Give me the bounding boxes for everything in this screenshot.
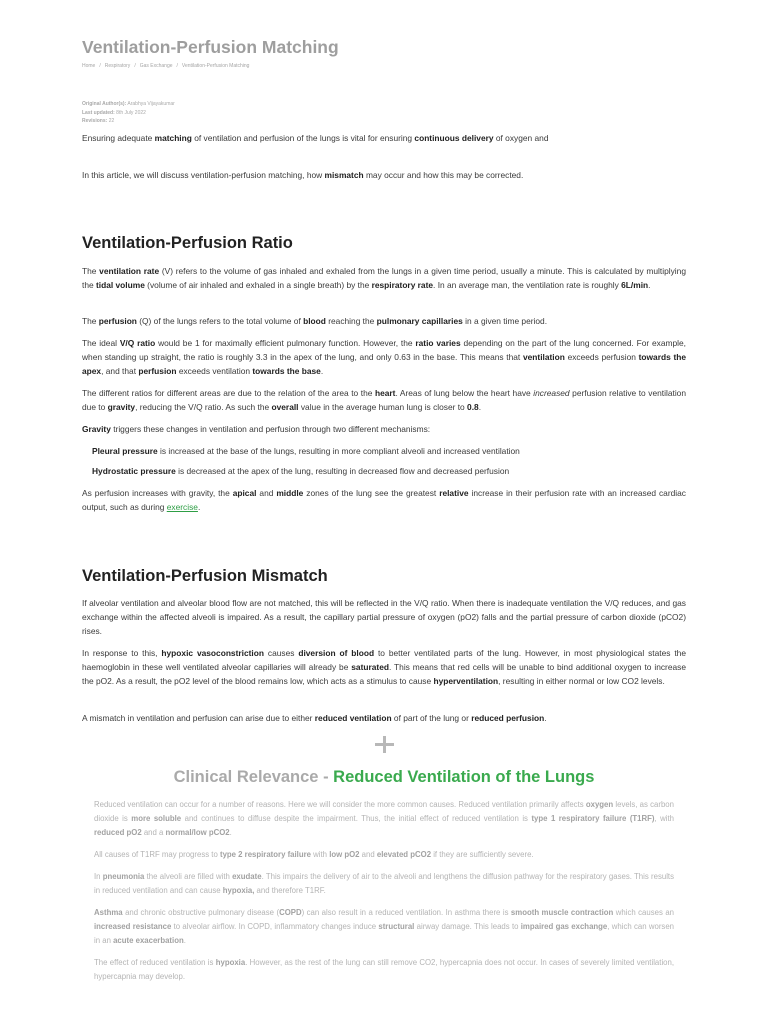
clinical-prefix: Clinical Relevance -	[173, 768, 334, 786]
ratio-paragraph-6: As perfusion increases with gravity, the apical and middle zones of the lung see the greatest relative increase in their perfusion rate with an increased cardiac output, such as during exercise.	[82, 488, 686, 512]
breadcrumb-respiratory[interactable]: Respiratory	[104, 63, 131, 69]
breadcrumb-current: Ventilation-Perfusion Matching	[181, 63, 250, 69]
author-label: Original Author(s):	[82, 101, 127, 107]
expand-plus-icon[interactable]	[372, 733, 396, 757]
revisions-value: 22	[108, 118, 115, 124]
ratio-paragraph-5: Gravity triggers these changes in ventilation and perfusion through two different mechanisms:	[82, 424, 431, 434]
updated-label: Last updated:	[82, 109, 115, 116]
article-meta	[82, 100, 175, 126]
mismatch-paragraph-1: If alveolar ventilation and alveolar blood flow are not matched, this will be reflected in the V/Q ratio. When there is inadequate ventilation the V/Q reduces, and gas exchange within the affected alveoli is impaired. As a result, the capillary partial pressure of oxygen (pO2) falls and the partial pressure of carbon dioxide (pCO2) rises.	[82, 598, 686, 636]
intro-paragraph-2: In this article, we will discuss ventilation-perfusion matching, how mismatch may occur and how this may be corrected.	[82, 170, 524, 180]
mismatch-paragraph-2: In response to this, hypoxic vasoconstriction causes diversion of blood to better ventilated parts of the lung. However, in most physiological states the haemoglobin in these well ventilated alveolar capillaries will already be saturated. This means that red cells will be unable to bind additional oxygen to increase the pO2. As a result, the pO2 level of the blood remains low, which acts as a stimulus to cause hyperventilation, resulting in either normal or low CO2 levels.	[82, 648, 686, 686]
revisions-label: Revisions:	[82, 118, 108, 124]
ratio-heading: Ventilation-Perfusion Ratio	[82, 234, 293, 252]
clinical-paragraph-5: The effect of reduced ventilation is hypoxia. However, as the rest of the lung can still remove CO2, hypercapnia does not occur. In cases of severely limited ventilation, hypercapnia may develop.	[94, 958, 675, 981]
ratio-paragraph-3: The ideal V/Q ratio would be 1 for maximally efficient pulmonary function. However, the ratio varies depending on the part of the lung concerned. For example, when standing up straight, the ratio is roughly 3.3 in the apex of the lung, and only 0.63 in the base. This means that ventilation exceeds perfusion towards the apex, and that perfusion exceeds ventilation towards the base.	[82, 338, 687, 376]
ratio-paragraph-4: The different ratios for different areas are due to the relation of the area to the heart. Areas of lung below the heart have increased perfusion relative to ventilation due to gravity, reducing the V/Q ratio. As such the overall value in the average human lung is closer to 0.8.	[82, 388, 686, 412]
clinical-highlight: Reduced Ventilation of the Lungs	[333, 768, 595, 786]
clinical-paragraph-2: All causes of T1RF may progress to type 2 respiratory failure with low pO2 and elevated pCO2 if they are sufficiently severe.	[94, 850, 534, 859]
exercise-link[interactable]: exercise	[166, 502, 198, 512]
author-value: Arabhya Vijayakumar	[127, 101, 175, 107]
ratio-paragraph-1: The ventilation rate (V) refers to the volume of gas inhaled and exhaled from the lungs in a given time period, usually a minute. This is calculated by multiplying the tidal volume (volume of air inhaled and exhaled in a single breath) by the respiratory rate. In an average man, the ventilation rate is roughly 6L/min.	[82, 266, 686, 290]
intro-paragraph-1: Ensuring adequate matching of ventilation and perfusion of the lungs is vital for ensuring continuous delivery of oxygen and	[82, 133, 549, 143]
mismatch-paragraph-3: A mismatch in ventilation and perfusion can arise due to either reduced ventilation of part of the lung or reduced perfusion.	[82, 713, 547, 723]
clinical-paragraph-1: Reduced ventilation can occur for a number of reasons. Here we will consider the more common causes. Reduced ventilation primarily affects oxygen levels, as carbon dioxide is more soluble and continues to diffuse despite the impairment. Thus, the initial effect of reduced ventilation is type 1 respiratory failure (T1RF), with reduced pO2 and a normal/low pCO2.	[94, 800, 675, 837]
ratio-paragraph-2: The perfusion (Q) of the lungs refers to the total volume of blood reaching the pulmonary capillaries in a given time period.	[82, 316, 548, 326]
page-title: Ventilation-Perfusion Matching	[82, 37, 339, 57]
breadcrumb: Home / Respiratory / Gas Exchange / Ventilation-Perfusion Matching	[82, 63, 250, 69]
ratio-bullet-2: Hydrostatic pressure is decreased at the apex of the lung, resulting in decreased flow and decreased perfusion	[92, 466, 510, 476]
mismatch-heading: Ventilation-Perfusion Mismatch	[82, 567, 328, 585]
ratio-bullet-1: Pleural pressure is increased at the base of the lungs, resulting in more compliant alveoli and increased ventilation	[92, 446, 520, 456]
clinical-paragraph-3: In pneumonia the alveoli are filled with exudate. This impairs the delivery of air to the alveoli and lengthens the diffusion pathway for the respiratory gases. This results in reduced ventilation and can cause hypoxia, and therefore T1RF.	[94, 872, 674, 895]
breadcrumb-home[interactable]: Home	[82, 63, 96, 69]
clinical-relevance-heading[interactable]	[0, 768, 768, 787]
clinical-paragraph-4: Asthma and chronic obstructive pulmonary disease (COPD) can also result in a reduced ventilation. In asthma there is smooth muscle contraction which causes an increased resistance to alveolar airflow. In COPD, inflammatory changes induce structural airway damage. This leads to impaired gas exchange, which can worsen in an acute exacerbation.	[94, 908, 674, 945]
updated-value: 8th July 2022	[116, 109, 146, 116]
breadcrumb-gas-exchange[interactable]: Gas Exchange	[139, 63, 173, 69]
